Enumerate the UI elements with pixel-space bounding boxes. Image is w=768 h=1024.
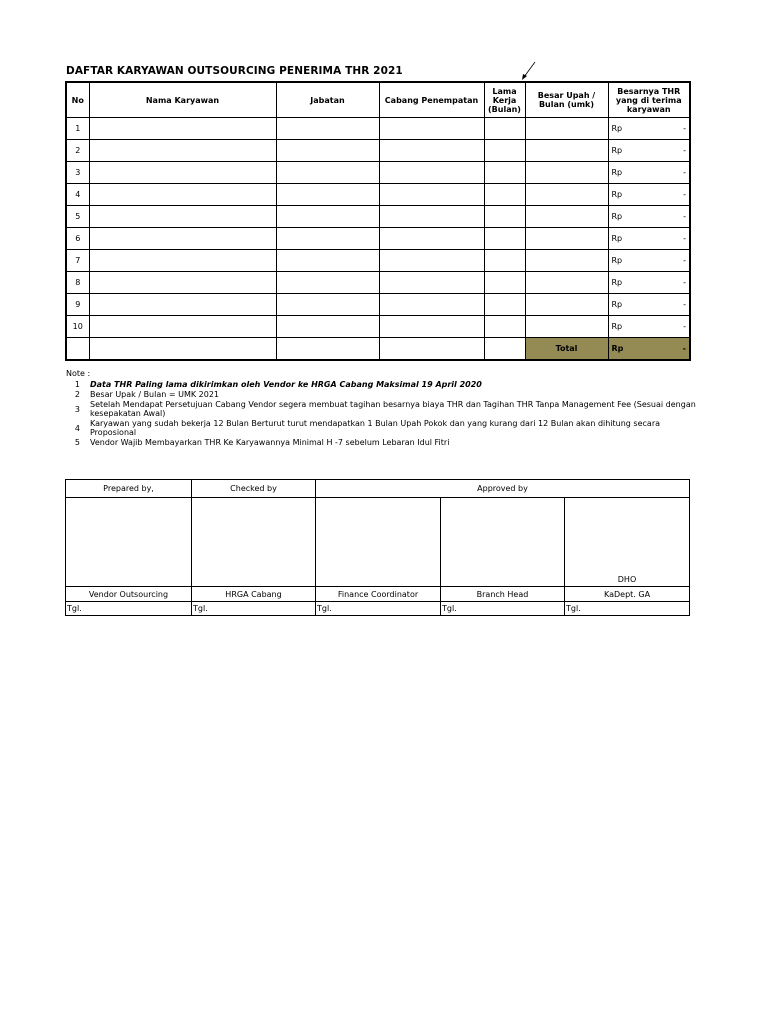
cell-lama [484,272,525,294]
note-text: Vendor Wajib Membayarkan THR Ke Karyawannya Minimal H -7 sebelum Lebaran Idul Fitri [90,438,450,447]
signature-box [316,498,441,587]
note-number: 3 [74,404,80,414]
currency-label: Rp [611,146,623,155]
cell-jabatan [276,272,379,294]
signer-name: Branch Head [441,587,565,602]
header-lama [484,82,525,118]
cell-nama [89,140,276,162]
header-upah [525,82,608,118]
amount-value: - [683,256,686,265]
amount-value: - [683,212,686,221]
cell-thr [608,294,690,316]
date-label: Tgl. [316,602,441,616]
table-row [66,316,690,338]
cell-jabatan [276,162,379,184]
cell-thr [608,162,690,184]
cell-jabatan [276,206,379,228]
cell-thr [608,118,690,140]
cell-upah [525,272,608,294]
signature-box [66,498,192,587]
page-title: DAFTAR KARYAWAN OUTSOURCING PENERIMA THR 2021 [66,65,403,77]
cell-lama [484,118,525,140]
cell-nama [89,250,276,272]
signer-name: Vendor Outsourcing [66,587,192,602]
cell-thr [608,250,690,272]
signer-name: KaDept. GA [565,587,690,602]
arrow-icon [518,60,538,82]
cell-cabang [379,140,484,162]
table-row [66,228,690,250]
row-number: 3 [66,162,89,184]
amount-value: - [683,234,686,243]
amount-value: - [683,300,686,309]
header-lama-line: Lama [492,86,517,96]
total-cell-no [66,338,89,361]
cell-thr [608,184,690,206]
cell-nama [89,118,276,140]
cell-nama [89,184,276,206]
checked-by-label: Checked by [192,480,316,498]
cell-jabatan [276,294,379,316]
total-label: Total [525,338,608,361]
note-item [66,419,696,437]
header-thr-line: karyawan [626,104,671,114]
cell-lama [484,250,525,272]
row-number: 1 [66,118,89,140]
header-jabatan: Jabatan [276,82,379,118]
signature-table [65,479,690,616]
cell-upah [525,162,608,184]
table-row [66,118,690,140]
cell-cabang [379,250,484,272]
currency-label: Rp [611,278,623,287]
currency-label: Rp [611,234,623,243]
cell-cabang [379,162,484,184]
cell-nama [89,162,276,184]
currency-label: Rp [611,190,623,199]
cell-nama [89,294,276,316]
total-currency: Rp [611,344,624,353]
total-cell-jabatan [276,338,379,361]
amount-value: - [683,168,686,177]
dho-label: DHO [617,575,637,584]
cell-cabang [379,206,484,228]
table-row [66,184,690,206]
date-label: Tgl. [192,602,316,616]
signature-box [441,498,565,587]
table-row [66,162,690,184]
cell-nama [89,206,276,228]
row-number: 6 [66,228,89,250]
row-number: 2 [66,140,89,162]
approved-by-label: Approved by [316,480,690,498]
note-text: Setelah Mendapat Persetujuan Cabang Vendor segera membuat tagihan besarnya biaya THR dan Tagihan THR Tanpa Management Fee (Sesuai dengan kesepakatan Awal) [90,400,696,418]
header-lama-line: Kerja [492,95,517,105]
table-row [66,206,690,228]
currency-label: Rp [611,300,623,309]
cell-upah [525,184,608,206]
cell-upah [525,316,608,338]
signature-header-row [66,480,690,498]
signature-box-row [66,498,690,587]
cell-upah [525,140,608,162]
note-item [66,400,696,418]
cell-upah [525,250,608,272]
total-cell-cabang [379,338,484,361]
row-number: 5 [66,206,89,228]
cell-lama [484,206,525,228]
cell-thr [608,228,690,250]
table-row [66,140,690,162]
total-cell-lama [484,338,525,361]
date-label: Tgl. [565,602,690,616]
date-label: Tgl. [66,602,192,616]
cell-lama [484,228,525,250]
header-lama-line: (Bulan) [488,104,521,114]
cell-jabatan [276,250,379,272]
total-amount: - [682,344,686,353]
notes-heading: Note : [66,369,91,378]
amount-value: - [683,190,686,199]
amount-value: - [683,124,686,133]
row-number: 10 [66,316,89,338]
note-number: 1 [74,380,80,389]
row-number: 7 [66,250,89,272]
note-item [66,380,696,389]
cell-thr [608,140,690,162]
header-upah-line: Bulan (umk) [538,100,595,109]
table-row [66,250,690,272]
header-no: No [66,82,89,118]
cell-jabatan [276,140,379,162]
signature-name-row [66,587,690,602]
cell-nama [89,272,276,294]
amount-value: - [683,278,686,287]
currency-label: Rp [611,322,623,331]
total-value [608,338,690,361]
total-cell-nama [89,338,276,361]
signer-name: Finance Coordinator [316,587,441,602]
table-header-row [66,82,690,118]
amount-value: - [683,146,686,155]
cell-lama [484,316,525,338]
note-text: Karyawan yang sudah bekerja 12 Bulan Berturut turut mendapatkan 1 Bulan Upah Pokok dan yang kurang dari 12 Bulan akan dihitung secara Proposional [90,419,661,437]
cell-cabang [379,294,484,316]
cell-lama [484,294,525,316]
cell-lama [484,184,525,206]
note-number: 4 [74,423,80,433]
cell-cabang [379,272,484,294]
header-upah-line: Besar Upah / [537,91,596,100]
currency-label: Rp [611,212,623,221]
currency-label: Rp [611,124,623,133]
cell-thr [608,316,690,338]
row-number: 8 [66,272,89,294]
prepared-by-label: Prepared by, [66,480,192,498]
total-row [66,338,690,361]
header-nama: Nama Karyawan [89,82,276,118]
cell-cabang [379,184,484,206]
signer-name: HRGA Cabang [192,587,316,602]
cell-lama [484,162,525,184]
signature-date-row [66,602,690,616]
cell-lama [484,140,525,162]
cell-cabang [379,228,484,250]
cell-upah [525,206,608,228]
employee-table [65,81,691,361]
cell-jabatan [276,184,379,206]
header-thr-line: Besarnya THR [617,86,681,96]
cell-cabang [379,316,484,338]
cell-upah [525,294,608,316]
header-thr [608,82,690,118]
cell-jabatan [276,316,379,338]
note-text: Data THR Paling lama dikirimkan oleh Vendor ke HRGA Cabang Maksimal 19 April 2020 [90,380,482,389]
row-number: 9 [66,294,89,316]
cell-nama [89,316,276,338]
note-number: 5 [74,438,80,447]
cell-jabatan [276,228,379,250]
header-thr-line: yang di terima [615,95,682,105]
table-row [66,272,690,294]
cell-nama [89,228,276,250]
cell-upah [525,118,608,140]
cell-cabang [379,118,484,140]
row-number: 4 [66,184,89,206]
currency-label: Rp [611,168,623,177]
date-label: Tgl. [441,602,565,616]
note-item [66,438,696,447]
amount-value: - [683,322,686,331]
note-item [66,390,696,399]
note-text: Besar Upak / Bulan = UMK 2021 [90,390,220,399]
signature-box [192,498,316,587]
cell-thr [608,272,690,294]
cell-upah [525,228,608,250]
signature-box [565,498,690,587]
notes-section [66,369,696,448]
table-row [66,294,690,316]
currency-label: Rp [611,256,623,265]
cell-thr [608,206,690,228]
note-number: 2 [74,390,80,399]
cell-jabatan [276,118,379,140]
header-cabang: Cabang Penempatan [379,82,484,118]
